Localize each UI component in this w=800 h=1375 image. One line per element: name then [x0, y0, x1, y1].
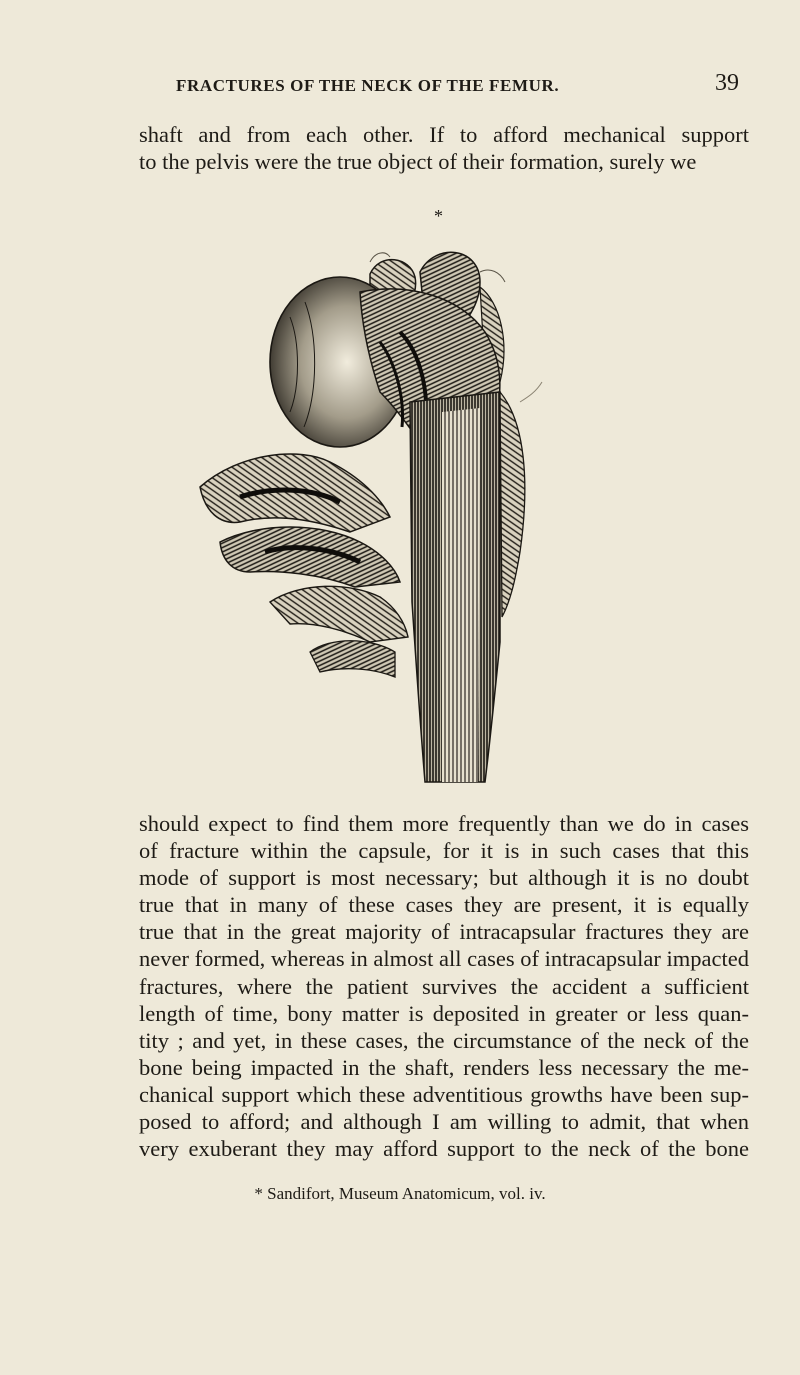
text-line: true that in many of these cases they are present, it is equally — [139, 892, 749, 918]
running-title: FRACTURES OF THE NECK OF THE FEMUR. — [176, 76, 560, 95]
text-line: tity ; and yet, in these cases, the circumstance of the neck of the — [139, 1027, 749, 1053]
text-line: length of time, bony matter is deposited in greater or less quan- — [139, 1000, 749, 1026]
page-number: 39 — [715, 70, 739, 96]
text-line: very exuberant they may afford support to the neck of the bone — [139, 1136, 749, 1162]
paragraph-top — [139, 121, 749, 175]
text-line: should expect to find them more frequently than we do in cases — [139, 811, 749, 836]
text-line: to the pelvis were the true object of their formation, surely we — [139, 149, 697, 175]
running-head — [0, 70, 800, 100]
femur-illustration — [180, 222, 550, 794]
text-line: true that in the great majority of intracapsular fractures they are — [139, 919, 749, 945]
text-line: mode of support is most necessary; but although it is no doubt — [139, 865, 749, 891]
text-line: shaft and from each other. If to afford mechanical support — [139, 122, 749, 147]
footnote: * Sandifort, Museum Anatomicum, vol. iv. — [254, 1184, 546, 1203]
paragraph-bottom — [139, 810, 749, 1162]
text-line: chanical support which these adventitious growths have been sup- — [139, 1081, 749, 1107]
text-line: fractures, where the patient survives the accident a sufficient — [139, 973, 749, 999]
femur-engraving-figure — [180, 222, 550, 794]
text-line: posed to afford; and although I am willing to admit, that when — [139, 1109, 749, 1135]
text-line: never formed, whereas in almost all cases of intracapsular impacted — [139, 946, 749, 972]
text-line: bone being impacted in the shaft, renders less necessary the me- — [139, 1054, 749, 1080]
text-line: of fracture within the capsule, for it is in such cases that this — [139, 838, 749, 864]
figure-footnote-marker: * — [434, 206, 443, 226]
